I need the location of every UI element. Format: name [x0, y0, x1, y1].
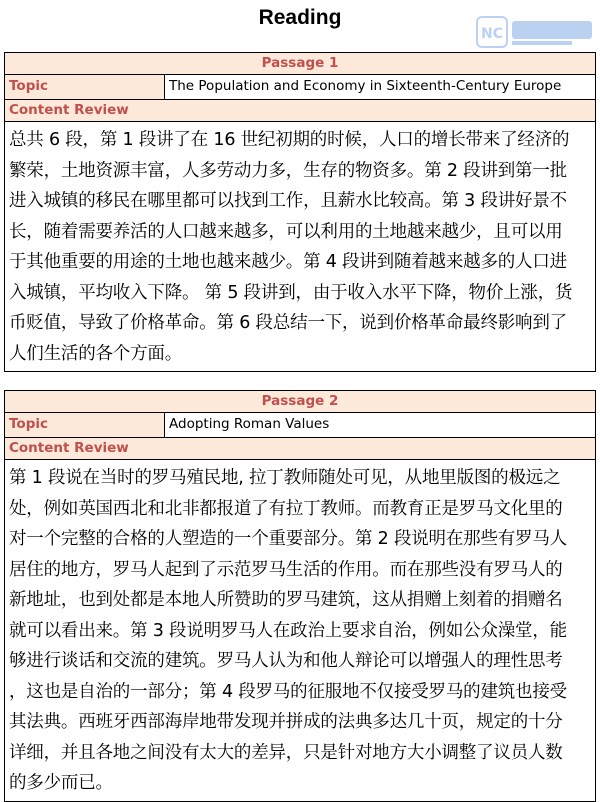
text-line: 于其他重要的用途的土地也越来越少。第 4 段讲到随着越来越多的人口进: [9, 252, 567, 272]
topic-label: Topic: [5, 413, 165, 437]
topic-row: [5, 413, 595, 438]
svg-text:NC: NC: [481, 26, 503, 42]
content-review-label: Content Review: [5, 438, 595, 460]
topic-value: Adopting Roman Values: [169, 416, 330, 432]
text-line: 人们生活的各个方面。: [9, 343, 182, 364]
text-line: 新地址，也到处都是本地人所赞助的罗马建筑，这从捐赠上刻着的捐赠名: [9, 590, 563, 610]
text-line: 详细，并且各地之间没有太大的差异，只是针对地方大小调整了议员人数: [9, 742, 563, 763]
text-line: 繁荣，土地资源丰富，人多劳动力多，生存的物资多。第 2 段讲到第一批: [9, 160, 567, 181]
text-line: 币贬值，导致了价格革命。第 6 段总结一下，说到价格革命最终影响到了: [9, 313, 567, 333]
text-line: 总共 6 段，第 1 段讲了在 16 世纪初期的时候，人口的增长带来了经济的: [9, 130, 570, 150]
passage-heading: Passage 2: [5, 391, 595, 413]
content-review-label: Content Review: [5, 100, 595, 122]
passage-1-table: [4, 52, 596, 372]
content-review-text: [5, 122, 595, 371]
text-line: 居住的地方，罗马人起到了示范罗马生活的作用。而在那些没有罗马人的: [9, 559, 563, 580]
passage-heading: Passage 1: [5, 53, 595, 75]
content-review-text: [5, 460, 595, 801]
passage-2-table: [4, 390, 596, 802]
topic-label: Topic: [5, 75, 165, 99]
watermark-logo-icon: [476, 16, 594, 48]
topic-row: [5, 75, 595, 100]
text-line: 入城镇，平均收入下降。 第 5 段讲到，由于收入水平下降，物价上涨，货: [9, 282, 573, 303]
text-line: ，这也是自治的一部分；第 4 段罗马的征服地不仅接受罗马的建筑也接受: [9, 681, 567, 702]
text-line: 第 1 段说在当时的罗马殖民地, 拉丁教师随处可见，从地里版图的极远之: [9, 468, 561, 488]
text-line: 就可以看出来。第 3 段说明罗马人在政治上要求自治，例如公众澡堂，能: [9, 620, 567, 641]
text-line: 长，随着需要养活的人口越来越多，可以利用的土地越来越少，且可以用: [9, 221, 563, 242]
topic-value: The Population and Economy in Sixteenth-Century Europe: [169, 78, 562, 94]
text-line: 处，例如英国西北和北非都报道了有拉丁教师。而教育正是罗马文化里的: [9, 498, 563, 519]
page-title: Reading: [258, 6, 342, 29]
text-line: 进入城镇的移民在哪里都可以找到工作，且薪水比较高。第 3 段讲好景不: [9, 191, 567, 211]
text-line: 对一个完整的合格的人塑造的一个重要部分。第 2 段说明在那些有罗马人: [9, 529, 567, 549]
text-line: 的多少而已。: [9, 773, 113, 793]
text-line: 其法典。西班牙西部海岸地带发现并拼成的法典多达几十页，规定的十分: [9, 712, 563, 732]
text-line: 够进行谈话和交流的建筑。罗马人认为和他人辩论可以增强人的理性思考: [9, 651, 563, 671]
